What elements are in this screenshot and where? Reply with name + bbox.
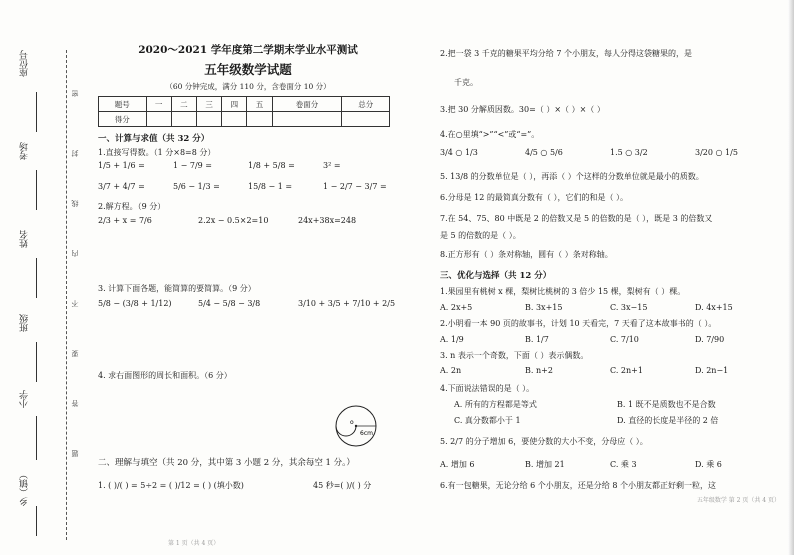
seat-field-line xyxy=(36,92,37,132)
s1-q1-row1 xyxy=(98,161,398,170)
s2-q4-item: 3/4 ○ 1/3 xyxy=(440,148,478,157)
seat-label: 座位号 xyxy=(20,50,30,77)
s2-q4-item: 4/5 ○ 5/6 xyxy=(525,148,563,157)
s3-q1-text: 1.果园里有桃树 x 棵，梨树比桃树的 3 倍少 15 棵，梨树有（ ）棵。 xyxy=(440,287,686,296)
s2-q4-text: 4.在○里填“>”“<”或“=”。 xyxy=(440,130,540,139)
s3-q4-option[interactable]: C. 真分数都小于 1 xyxy=(454,416,521,425)
s3-q3-option[interactable]: A. 2n xyxy=(440,366,462,375)
score-header-cell: 题号 xyxy=(99,97,147,112)
score-header-cell: 二 xyxy=(171,97,196,112)
s3-q3-text: 3. n 表示一个奇数，下面（ ）表示偶数。 xyxy=(440,351,589,360)
page-edge-shadow xyxy=(788,0,794,555)
s3-q3-options xyxy=(440,366,780,375)
exam-title: 2020～2021 学年度第二学期末学业水平测试 xyxy=(138,44,358,56)
right-page-footer: 五年级数学 第 2 页（共 4 页） xyxy=(696,497,780,504)
s1-q1-item: 3/7 + 4/7 = xyxy=(98,182,145,191)
score-cell[interactable] xyxy=(342,112,390,127)
exam-subtitle: 五年级数学试题 xyxy=(204,62,292,77)
s3-q5-option[interactable]: A. 增加 6 xyxy=(440,460,475,469)
s1-q2-row xyxy=(98,216,398,225)
s1-q1-item: 15/8 − 1 = xyxy=(248,182,293,191)
s3-q1-option[interactable]: A. 2x+5 xyxy=(440,303,473,312)
s2-q2-text xyxy=(440,48,780,59)
seal-dash-line xyxy=(66,50,67,540)
s3-q1-option[interactable]: B. 3x+15 xyxy=(525,303,563,312)
s3-q5-option[interactable]: B. 增加 21 xyxy=(525,460,565,469)
school-field-line xyxy=(36,416,37,460)
s3-q2-options xyxy=(440,335,780,344)
s2-q7-text2: 是 5 的倍数的是（ ）。 xyxy=(440,231,521,240)
s1-q1-item: 1 − 7/9 = xyxy=(173,161,212,170)
town-field-line xyxy=(36,506,37,536)
score-cell[interactable] xyxy=(171,112,196,127)
score-header-cell: 三 xyxy=(196,97,221,112)
s3-q2-option[interactable]: A. 1/9 xyxy=(440,335,464,344)
s1-q3-row xyxy=(98,299,398,308)
s3-q4-options-row1 xyxy=(440,399,780,410)
town-label: 乡（镇） xyxy=(20,470,30,506)
s2-q4-item: 3/20 ○ 1/5 xyxy=(695,148,738,157)
score-cell[interactable] xyxy=(146,112,171,127)
s1-q1-item: 1/5 + 1/6 = xyxy=(98,161,145,170)
s2-q2-body: 2.把一袋 3 千克的糖果平均分给 7 个小朋友，每人分得这袋糖果的 xyxy=(440,49,676,58)
score-header-cell: 四 xyxy=(222,97,247,112)
s1-q3-item: 3/10 + 3/5 + 7/10 + 2/5 xyxy=(298,299,396,308)
s2-q4-row xyxy=(440,148,780,157)
s3-q5-text: 5. 2/7 的分子增加 6，要使分数的大小不变，分母应（ ）。 xyxy=(440,437,648,446)
s3-q4-option[interactable]: D. 直径的长度是半径的 2 倍 xyxy=(617,416,719,425)
score-table-score-row xyxy=(99,112,390,127)
s2-q1-tail: 45 秒=( )/( ) 分 xyxy=(313,481,372,490)
s1-q2-item: 2/3 + x = 7/6 xyxy=(98,216,152,225)
class-field-line xyxy=(36,342,37,382)
school-label: 小学 xyxy=(20,390,30,408)
s2-q4-item: 1.5 ○ 3/2 xyxy=(610,148,648,157)
s1-q3-item: 5/8 − (3/8 + 1/12) xyxy=(98,299,172,308)
s2-q8-text: 8.正方形有（ ）条对称轴，圆有（ ）条对称轴。 xyxy=(440,250,613,259)
seal-char: 线 xyxy=(71,200,79,207)
s3-q2-text: 2.小明看一本 90 页的故事书，计划 10 天看完，7 天看了这本故事书的（ ）。 xyxy=(440,319,717,328)
s3-q3-option[interactable]: D. 2n−1 xyxy=(695,366,729,375)
s1-q1-prompt: 1.直接写得数。（1 分×8=8 分） xyxy=(98,148,216,157)
score-table xyxy=(98,96,390,127)
s2-q7-text: 7.在 54、75、80 中既是 2 的倍数又是 5 的倍数的是（ ），既是 3 的倍数又 xyxy=(440,214,713,223)
s1-q1-item: 5/6 − 1/3 = xyxy=(173,182,220,191)
score-cell[interactable] xyxy=(272,112,342,127)
s1-q1-item: 1/8 + 5/8 = xyxy=(248,161,295,170)
s3-q2-option[interactable]: C. 7/10 xyxy=(610,335,639,344)
s1-q3-item: 5/4 − 5/8 − 3/8 xyxy=(198,299,261,308)
exam-room-field-line xyxy=(36,170,37,210)
s3-q6-text: 6.有一包糖果，无论分给 6 个小朋友，还是分给 8 个小朋友都正好剩一粒，这 xyxy=(440,481,716,490)
score-header-cell: 卷面分 xyxy=(272,97,342,112)
s1-q3-prompt: 3. 计算下面各题，能简算的要简算。（9 分） xyxy=(98,284,256,293)
s1-q1-item: 3² = xyxy=(323,161,341,170)
left-page-footer: 第 1 页（共 4 页） xyxy=(168,540,220,547)
seal-char: 内 xyxy=(71,250,79,257)
left-column xyxy=(98,38,398,547)
s3-q4-text: 4.下面说法错误的是（ ）。 xyxy=(440,384,535,393)
score-header-cell: 五 xyxy=(247,97,272,112)
score-table-header-row xyxy=(99,97,390,112)
class-label: 班级 xyxy=(20,314,30,332)
s2-q1-text: 1. ( )/( ) = 5÷2 = ( )/12 = ( ) (填小数) xyxy=(98,481,244,490)
s3-q1-option[interactable]: C. 3x−15 xyxy=(610,303,648,312)
s3-q3-option[interactable]: B. n+2 xyxy=(525,366,553,375)
exam-note: （60 分钟完成，满分 110 分，含卷面分 10 分） xyxy=(165,82,331,91)
s3-q3-option[interactable]: C. 2n+1 xyxy=(610,366,643,375)
score-row-label: 得分 xyxy=(99,112,147,127)
name-label: 姓名 xyxy=(20,230,30,248)
s1-q2-item: 2.2x − 0.5×2=10 xyxy=(198,216,269,225)
s3-q2-option[interactable]: D. 7/90 xyxy=(695,335,725,344)
s1-q1-item: 1 − 2/7 − 3/7 = xyxy=(323,182,387,191)
s2-q2-tail1: ，是 xyxy=(675,49,692,58)
s3-q5-option[interactable]: C. 乘 3 xyxy=(610,460,637,469)
figure-length-label: 6cm xyxy=(360,430,373,437)
s3-q2-option[interactable]: B. 1/7 xyxy=(525,335,549,344)
s1-q2-prompt: 2.解方程。（9 分） xyxy=(98,202,166,211)
s1-q4-prompt: 4. 求右面图形的周长和面积。（6 分） xyxy=(98,371,232,380)
s3-q4-option[interactable]: A. 所有的方程都是等式 xyxy=(454,400,537,409)
s2-q2-tail2: 千克。 xyxy=(454,78,478,87)
seal-char: 答 xyxy=(71,400,79,407)
seal-char: 要 xyxy=(71,350,79,357)
s2-q5-text: 5. 13/8 的分数单位是（ ），再添（ ）个这样的分数单位就是最小的质数。 xyxy=(440,172,704,181)
s3-q1-option[interactable]: D. 4x+15 xyxy=(695,303,733,312)
s1-q1-row2 xyxy=(98,182,398,191)
seal-char: 封 xyxy=(71,150,79,157)
score-cell[interactable] xyxy=(196,112,221,127)
s2-q3-text: 3.把 30 分解质因数。30=（ ）×（ ）×（ ） xyxy=(440,105,605,114)
section3-title: 三、优化与选择（共 12 分） xyxy=(440,271,552,281)
semicircle-figure xyxy=(316,402,396,450)
score-header-cell: 总分 xyxy=(342,97,390,112)
name-field-line xyxy=(36,258,37,298)
section1-title: 一、计算与求值（共 32 分） xyxy=(98,134,210,144)
score-cell[interactable] xyxy=(222,112,247,127)
s3-q5-options xyxy=(440,459,780,470)
exam-room-label: 考场 xyxy=(20,142,30,160)
score-cell[interactable] xyxy=(247,112,272,127)
seal-char: 题 xyxy=(71,450,79,457)
s3-q4-options-row2 xyxy=(440,415,780,426)
seal-char: 密 xyxy=(71,90,79,97)
s3-q4-option[interactable]: B. 1 既不是质数也不是合数 xyxy=(617,400,716,409)
binding-strip xyxy=(8,50,88,540)
s1-q2-item: 24x+38x=248 xyxy=(298,216,357,225)
s3-q1-options xyxy=(440,303,780,312)
section2-title: 二、理解与填空（共 20 分，其中第 3 小题 2 分，其余每空 1 分。） xyxy=(98,458,355,468)
s3-q5-option[interactable]: D. 乘 6 xyxy=(695,460,722,469)
score-header-cell: 一 xyxy=(146,97,171,112)
figure-center-label: o xyxy=(350,419,354,426)
seal-char: 不 xyxy=(71,300,79,307)
right-column xyxy=(440,38,780,504)
s2-q6-text: 6.分母是 12 的最简真分数有（ ），它们的和是（ ）。 xyxy=(440,193,628,202)
